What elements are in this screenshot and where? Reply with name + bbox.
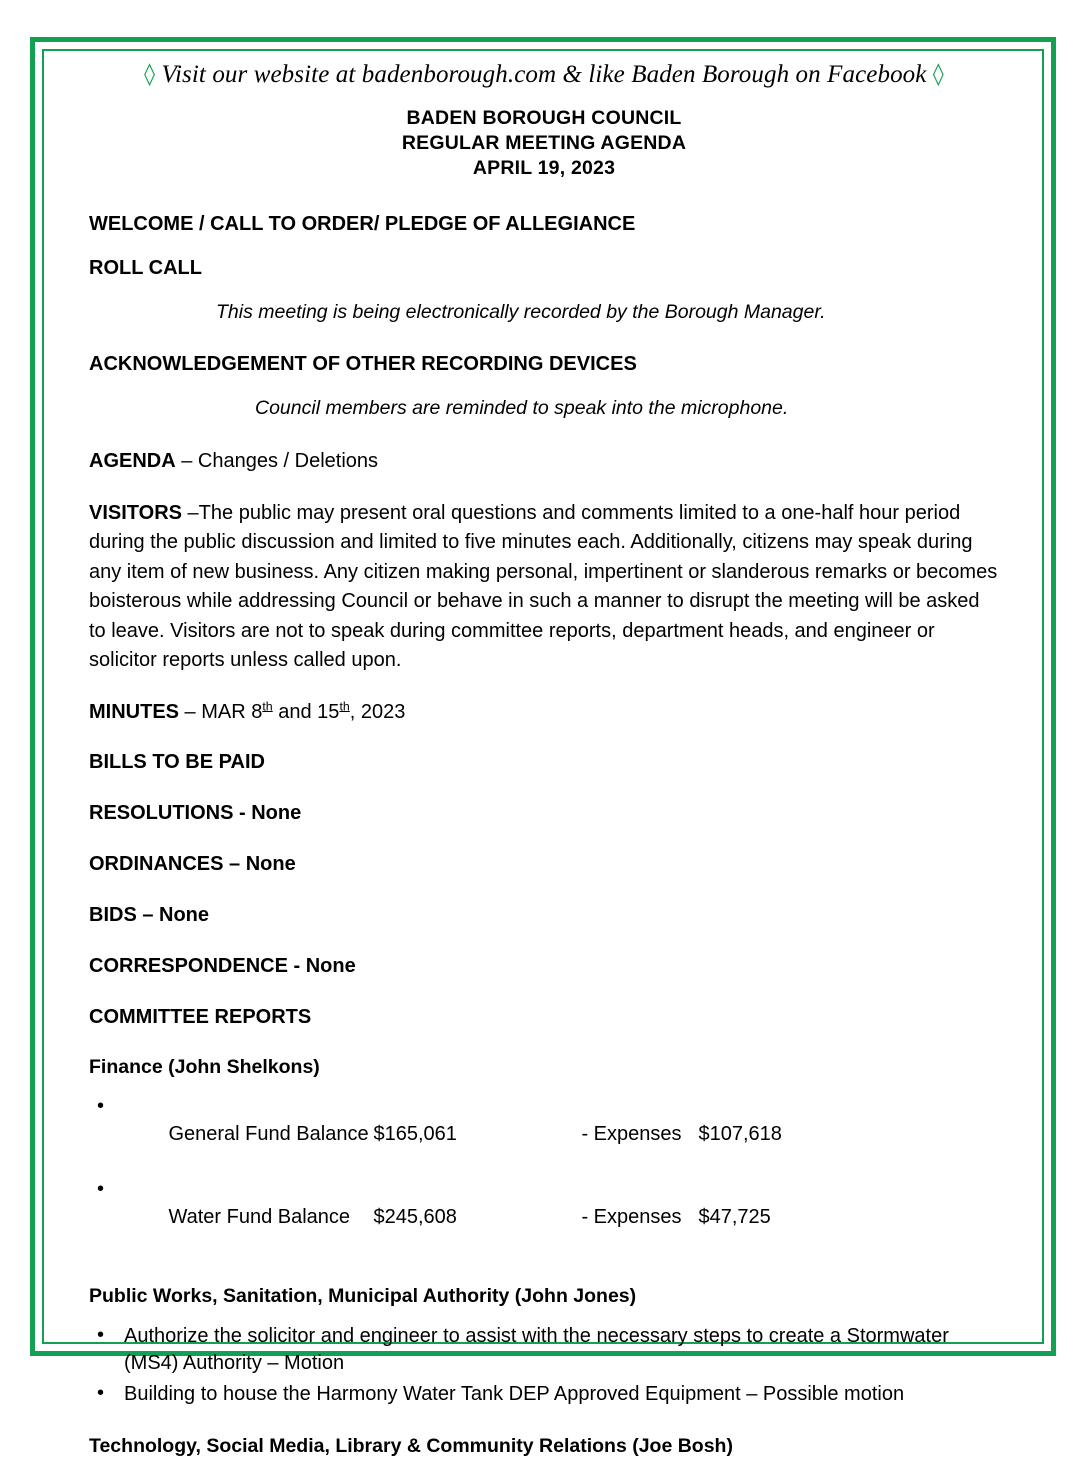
section-visitors-label: VISITORS: [89, 501, 182, 524]
section-agenda-label: AGENDA: [89, 450, 176, 472]
finance-balance-list: [89, 1094, 999, 1258]
section-bids: BIDS – None: [89, 904, 210, 926]
list-item: [89, 1094, 999, 1175]
committee-heading-finance: Finance (John Shelkons): [89, 1056, 320, 1078]
section-resolutions: RESOLUTIONS - None: [89, 802, 302, 824]
list-item: • Building to house the Harmony Water Tank DEP Approved Equipment – Possible motion: [89, 1381, 999, 1408]
finance-row-expense-label: - Expenses: [581, 1123, 682, 1145]
section-welcome: WELCOME / CALL TO ORDER/ PLEDGE OF ALLEGIANCE: [89, 213, 636, 235]
finance-row-label: General Fund Balance: [168, 1123, 369, 1145]
note-microphone: Council members are reminded to speak into the microphone.: [255, 397, 789, 419]
section-acknowledgement: ACKNOWLEDGEMENT OF OTHER RECORDING DEVICES: [89, 353, 637, 375]
section-minutes-ordinal-2: th: [339, 698, 350, 713]
tagline-text: Visit our website at badenborough.com & like Baden Borough on Facebook: [161, 61, 927, 88]
section-visitors: [89, 499, 999, 676]
section-agenda-rest: – Changes / Deletions: [175, 450, 379, 472]
section-visitors-body: –The public may present oral questions and comments limited to a one-half hour period during the public discussion and limited to five minutes each. Additionally, citizens may speak during any item of new business. Any citizen making personal, impertinent or slanderous remarks or becomes boisterous while addressing Council or behave in such a manner to disrupt the meeting will be asked to leave. Visitors are not to speak during committee reports, department heads, and engineer or solicitor reports unless called upon.: [89, 501, 998, 671]
section-minutes-label: MINUTES: [89, 700, 179, 723]
finance-row-amount: $245,608: [373, 1206, 457, 1228]
agenda-document-body: [89, 60, 999, 1473]
finance-row-expense-label: - Expenses: [581, 1206, 682, 1228]
list-item: [89, 1177, 999, 1258]
finance-row-amount: $165,061: [373, 1123, 457, 1145]
section-committee-reports: COMMITTEE REPORTS: [89, 1006, 312, 1028]
section-roll-call: ROLL CALL: [89, 257, 202, 279]
section-minutes-part2: and 15: [272, 700, 340, 723]
section-minutes-ordinal-1: th: [262, 698, 273, 713]
finance-row-label: Water Fund Balance: [168, 1206, 351, 1228]
title-line-meeting-type: REGULAR MEETING AGENDA: [401, 132, 687, 154]
section-minutes: [89, 698, 999, 728]
diamond-icon-left: ◊: [144, 62, 156, 87]
title-line-date: APRIL 19, 2023: [472, 157, 616, 179]
finance-row-expense-amount: $107,618: [698, 1123, 782, 1145]
finance-row-expense-amount: $47,725: [698, 1206, 771, 1228]
document-title: [89, 106, 999, 181]
section-minutes-part1: – MAR 8: [179, 700, 263, 723]
diamond-icon-right: ◊: [932, 62, 944, 87]
section-bills-to-be-paid: BILLS TO BE PAID: [89, 751, 265, 773]
section-minutes-part3: , 2023: [349, 700, 406, 723]
committee-heading-public-works: Public Works, Sanitation, Municipal Authority (John Jones): [89, 1285, 637, 1307]
title-line-organization: BADEN BOROUGH COUNCIL: [406, 107, 682, 129]
section-agenda: [89, 447, 999, 477]
public-works-item-list: [89, 1323, 999, 1408]
section-ordinances: ORDINANCES – None: [89, 853, 296, 875]
committee-heading-technology: Technology, Social Media, Library & Community Relations (Joe Bosh): [89, 1435, 733, 1457]
website-tagline: [89, 60, 999, 90]
section-correspondence: CORRESPONDENCE - None: [89, 955, 356, 977]
list-item: • Authorize the solicitor and engineer to assist with the necessary steps to create a Stormwater (MS4) Authority – Motion: [89, 1323, 999, 1377]
note-recording: This meeting is being electronically recorded by the Borough Manager.: [216, 301, 826, 323]
